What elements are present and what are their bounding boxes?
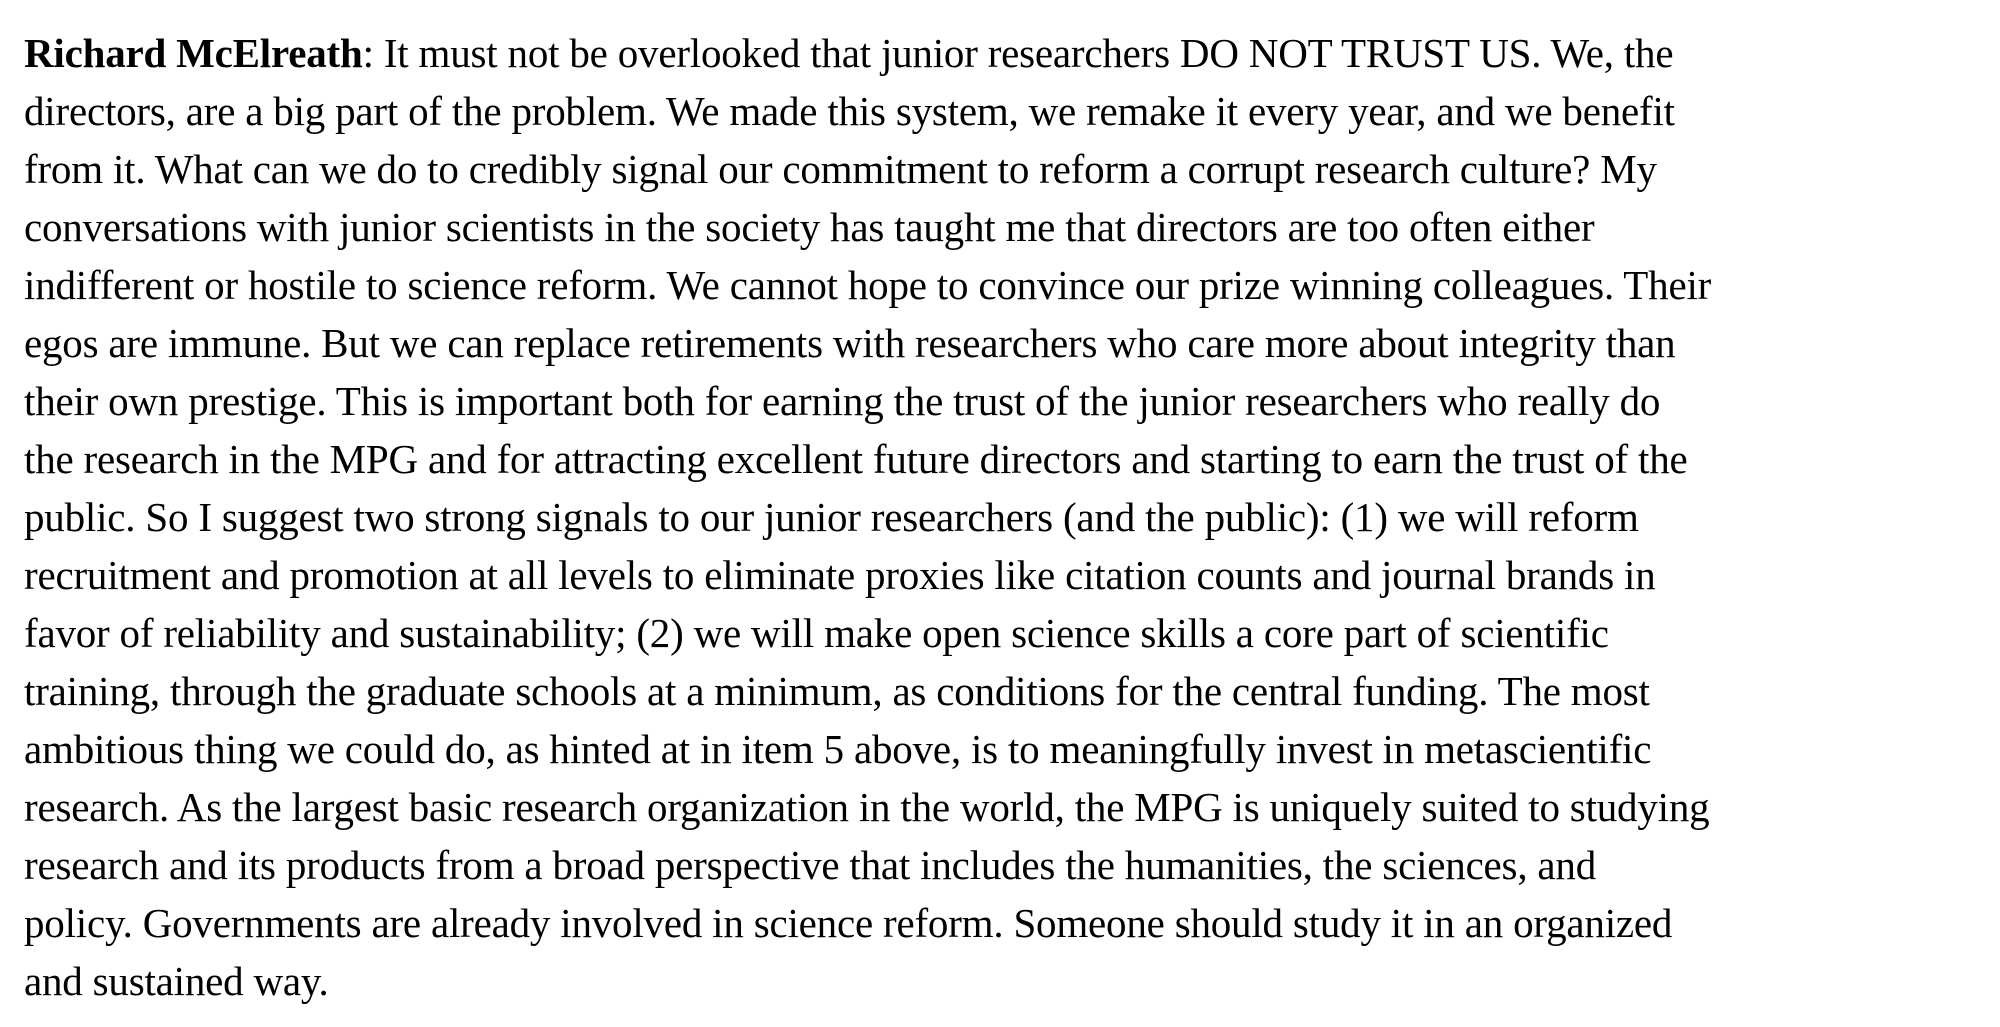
paragraph-line-12: training, through the graduate schools at a minimum, as conditions for the central funding. The most: [24, 668, 1650, 714]
line-text: It must not be overlooked that junior researchers DO NOT TRUST US. We, the: [373, 30, 1674, 76]
paragraph-line-9: public. So I suggest two strong signals to our junior researchers (and the public): (1) we will reform: [24, 494, 1639, 540]
paragraph-line-14: research. As the largest basic research organization in the world, the MPG is uniquely suited to studying: [24, 784, 1710, 830]
speaker-separator: :: [362, 30, 374, 76]
paragraph-line-10: recruitment and promotion at all levels to eliminate proxies like citation counts and journal brands in: [24, 552, 1656, 598]
document-paragraph: [24, 24, 1984, 1010]
paragraph-line-5: indifferent or hostile to science reform. We cannot hope to convince our prize winning colleagues. Their: [24, 262, 1712, 308]
paragraph-line-4: conversations with junior scientists in the society has taught me that directors are too often either: [24, 204, 1595, 250]
paragraph-line-6: egos are immune. But we can replace retirements with researchers who care more about integrity than: [24, 320, 1676, 366]
paragraph-line-17: and sustained way.: [24, 958, 329, 1004]
paragraph-line-11: favor of reliability and sustainability; (2) we will make open science skills a core part of scientific: [24, 610, 1609, 656]
paragraph-line-8: the research in the MPG and for attracting excellent future directors and starting to earn the trust of the: [24, 436, 1688, 482]
paragraph-line-2: directors, are a big part of the problem. We made this system, we remake it every year, and we benefit: [24, 88, 1675, 134]
paragraph-line-3: from it. What can we do to credibly signal our commitment to reform a corrupt research culture? My: [24, 146, 1657, 192]
paragraph-line-13: ambitious thing we could do, as hinted at in item 5 above, is to meaningfully invest in metascientific: [24, 726, 1652, 772]
paragraph-line-7: their own prestige. This is important both for earning the trust of the junior researchers who really do: [24, 378, 1661, 424]
paragraph-line-16: policy. Governments are already involved in science reform. Someone should study it in an organized: [24, 900, 1673, 946]
speaker-name: Richard McElreath: [24, 30, 363, 76]
paragraph-line-1: [24, 24, 1984, 82]
paragraph-line-15: research and its products from a broad perspective that includes the humanities, the sciences, and: [24, 842, 1597, 888]
